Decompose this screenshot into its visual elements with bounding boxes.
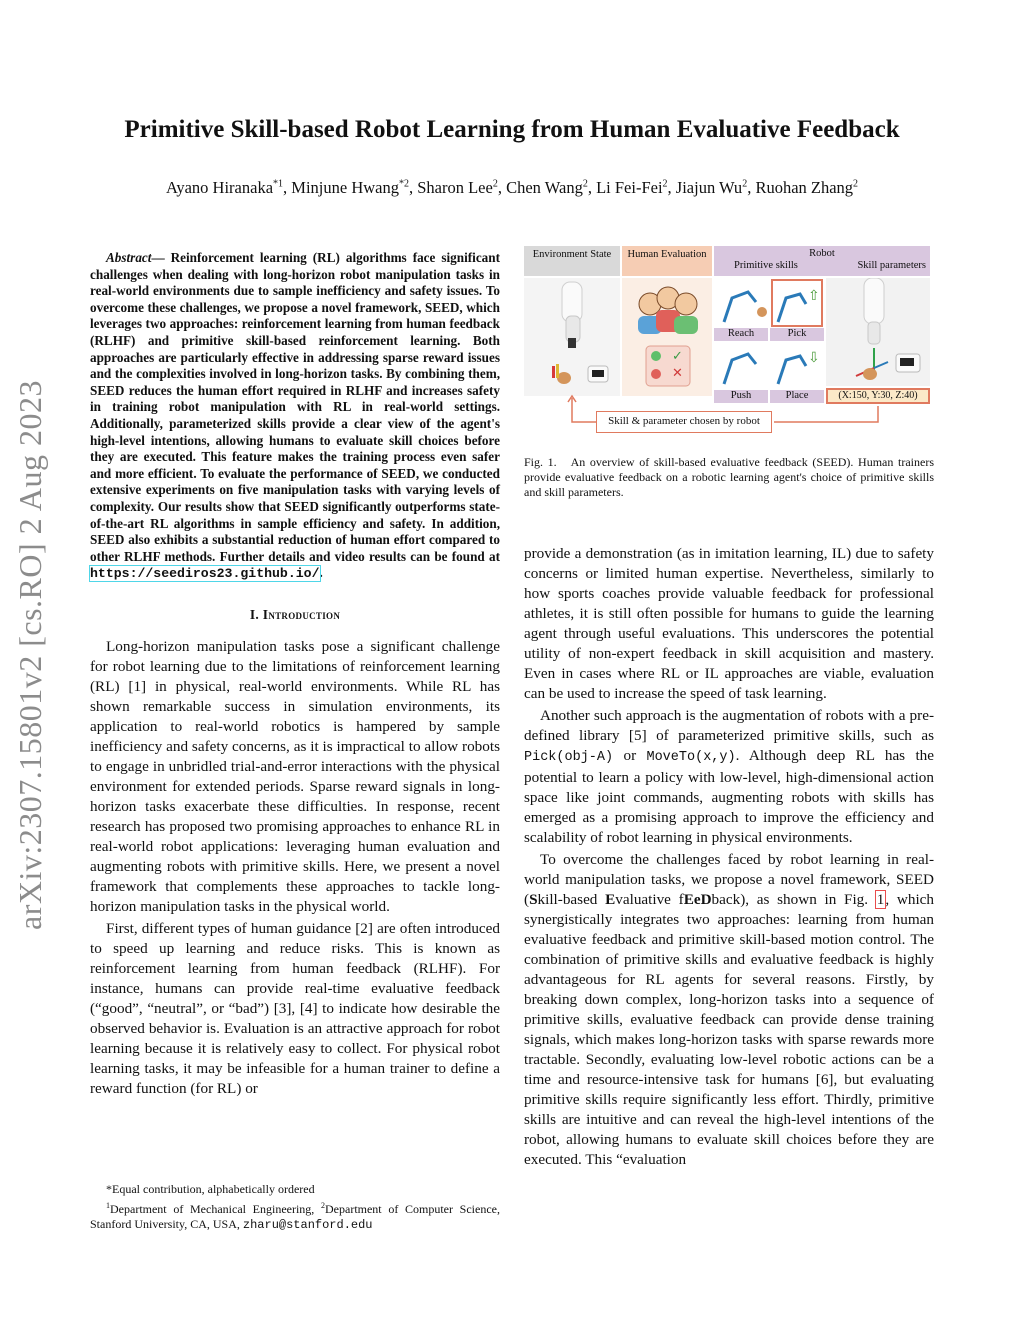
cross-icon: ✕: [672, 366, 683, 381]
abstract-label: Abstract: [106, 250, 152, 265]
robot-target-photo-icon: [826, 278, 930, 386]
fig-header-human-evaluation: Human Evaluation: [622, 246, 712, 276]
check-icon: ✓: [672, 349, 683, 364]
abstract-end: .: [319, 565, 323, 581]
acronym-letter: S: [529, 891, 538, 908]
author-name: Ruohan Zhang: [755, 178, 854, 197]
skill-chosen-box: Skill & parameter chosen by robot: [596, 411, 772, 433]
abstract-dash: —: [151, 250, 171, 265]
acronym-letter: E: [605, 891, 616, 908]
text-span: valuative f: [615, 891, 684, 908]
author-name: Chen Wang: [506, 178, 583, 197]
fig-primitive-skills-label: Primitive skills: [734, 260, 798, 271]
paper-title: Primitive Skill-based Robot Learning from Human Evaluative Feedback: [124, 116, 900, 143]
footnote-marker: 1: [106, 1200, 110, 1210]
text-span: or: [613, 747, 647, 764]
arxiv-identifier: arXiv:2307.15801v2 [cs.RO] 2 Aug 2023: [12, 379, 48, 930]
left-column: [90, 250, 500, 1101]
fig-header-robot: [714, 246, 930, 276]
fig-robot-label: Robot: [809, 248, 835, 259]
acronym-letter: Ee: [683, 891, 701, 908]
body-paragraph: [524, 850, 934, 1170]
robot-arm-photo-icon: [524, 278, 620, 396]
author-name: Ayano Hiranaka: [165, 178, 274, 197]
skill-label-place: Place: [770, 390, 824, 403]
section-title: Introduction: [262, 606, 341, 622]
author-affiliation: 2: [853, 178, 859, 190]
figure-caption: [524, 455, 934, 500]
body-paragraph: Long-horizon manipulation tasks pose a significant challenge for robot learning due to the limitations of reinforcement learning (RL) [1] in physical, real-world environments. While RL has shown remarkable success in simulation environments, its application to real-world robotics is hampered by sample inefficiency and safety concerns, as it is impractical to allow robots to engage in unbridled trial-and-error interactions with the physical environment for extended periods. Sparse reward signals in long-horizon tasks exacerbate these difficulties. In response, recent research has proposed two promising approaches to enhance RL in real-world robot applications: leveraging human evaluation and augmenting robots with primitive skills. Here, we present a novel framework that complements these approaches to tackle long-horizon manipulation tasks in the physical world.: [90, 637, 500, 915]
acronym-letter: D: [700, 891, 712, 908]
caption-label: Fig. 1.: [524, 455, 557, 469]
author-affiliation: 2: [662, 178, 668, 190]
skill-label-push: Push: [714, 390, 768, 403]
footnote-affiliations: [90, 1198, 500, 1234]
figure-reference-link[interactable]: 1: [876, 891, 885, 908]
author-list: Ayano Hiranaka$^{*1}$, Minjune Hwang$^{*2}$, Sharon Lee$^2$, Chen Wang$^2$, Li Fei-Fei$^2$, Jiajun Wu$^2$, Ruohan Zhang$^2$: [165, 178, 859, 197]
contact-email[interactable]: zharu@stanford.edu: [242, 1218, 373, 1232]
text-span: , which synergistically integrates two approaches: learning from human evaluative feedback and primitive skill-based motion control. The combination of primitive skills and evaluative feedback is highly advantageous for RL agents for several reasons. Firstly, by breaking down complex, long-horizon tasks into a sequence of primitive skills, evaluative feedback can provide dense training signals, which makes long-horizon tasks with sparse rewards more tractable. Secondly, evaluating low-level robotic actions can be a time and resource-intensive task for humans [6], but evaluating primitive skills require significantly less effort. Thirdly, primitive skills are intuitive and can reveal the high-level intentions of the robot, allowing humans to evaluate skill choices before they are executed. This “evaluation: [524, 891, 934, 1168]
skill-parameters-value: (X:150, Y:30, Z:40): [826, 388, 930, 404]
author-affiliation: *1: [273, 178, 284, 190]
fig-skill-parameters-label: Skill parameters: [857, 260, 926, 271]
author-affiliation: 2: [582, 178, 588, 190]
people-group-icon: [622, 278, 712, 396]
body-paragraph: provide a demonstration (as in imitation learning, IL) due to safety concerns or limited human expertise. Nevertheless, similarly to how sports coaches provide valuable feedback for professional athletes, it is still often possible for humans to guide the learning agent through useful evaluations. This underscores the potential utility of non-expert feedback in skill acquisition and mastery. Even in cases where RL or IL approaches are viable, evaluation can be used to increase the speed of task learning.: [524, 545, 934, 702]
abstract: [90, 250, 500, 583]
footnotes: [90, 1182, 500, 1234]
fig-environment-photo: [524, 278, 620, 396]
author-affiliation: 2: [742, 178, 748, 190]
fig-primitive-skills-grid: [714, 278, 824, 404]
skill-label-reach: Reach: [714, 328, 768, 341]
body-paragraph: First, different types of human guidance [2] are often introduced to speed up learning and reduce risks. This is known as reinforcement learning from human feedback (RLHF). For instance, humans can provide real-time evaluative feedback (“good”, “neutral”, or “bad”) [3], [4] to indicate how desirable the observed behavior is. Evaluation is an attractive approach for robot learning because it is relatively easy to collect. For physical robot learning tasks, it may be infeasible for a human trainer to define a reward function (for RL) or: [90, 919, 500, 1097]
caption-text: An overview of skill-based evaluative feedback (SEED). Human trainers provide evaluative feedback on a robotic learning agent's choice of primitive skills and skill parameters.: [524, 455, 934, 499]
code-moveto: MoveTo(x,y): [646, 750, 736, 765]
section-heading-introduction: [90, 607, 500, 623]
skill-label-pick: Pick: [770, 328, 824, 341]
section-number: I.: [249, 606, 260, 622]
author-name: Jiajun Wu: [675, 178, 743, 197]
text-span: kill-based: [537, 891, 606, 908]
affiliation-2: Department of Computer Science, Stanford University, CA, USA,: [90, 1201, 500, 1231]
text-span: back), as shown in Fig.: [711, 891, 876, 908]
text-span: . Although deep RL has the potential to learn a policy with low-level, high-dimensional action space like joint commands, augmenting robots with skills has emerged as a promising approach to improve the efficiency and scalability of robot learning in physical environments.: [524, 747, 934, 846]
footnote-equal-contribution: *Equal contribution, alphabetically ordered: [106, 1182, 315, 1196]
author-name: Minjune Hwang: [291, 178, 399, 197]
down-arrow-icon: ⇩: [808, 350, 820, 366]
affiliation-1: Department of Mechanical Engineering,: [110, 1201, 321, 1216]
figure-1: [524, 246, 930, 438]
project-url-link[interactable]: https://seediros23.github.io/: [90, 566, 320, 582]
up-arrow-icon: ⇧: [808, 288, 820, 304]
fig-header-environment-state: Environment State: [524, 246, 620, 276]
text-span: To overcome the challenges faced by robot learning in real-world manipulation tasks, we propose a novel framework, SEED (: [524, 851, 934, 908]
body-paragraph: [524, 706, 934, 848]
fig-skill-parameters-photo: [826, 278, 930, 386]
code-pick: Pick(obj-A): [524, 750, 614, 765]
right-column: [524, 544, 934, 1172]
author-affiliation: *2: [398, 178, 409, 190]
author-affiliation: 2: [492, 178, 498, 190]
text-span: Another such approach is the augmentation of robots with a pre-defined library [5] of parameterized primitive skills, such as: [524, 707, 934, 744]
author-name: Li Fei-Fei: [596, 178, 663, 197]
footnote-marker: 2: [321, 1200, 325, 1210]
author-name: Sharon Lee: [417, 178, 493, 197]
fig-human-evaluation-panel: [622, 278, 712, 396]
abstract-text: Reinforcement learning (RL) algorithms face significant challenges when dealing with long-horizon robot manipulation tasks in real-world environments due to sample inefficiency and safety issues. To overcome these challenges, we propose a novel framework, SEED, which leverages two approaches: reinforcement learning from human feedback (RLHF) and primitive skill-based reinforcement learning. Both approaches are particularly effective in addressing sparse reward issues and the complexities involved in long-horizon tasks. By combining them, SEED reduces the human effort required in RLHF and increases safety in training robot manipulation with RL in real-world settings. Additionally, parameterized skills provide a clear view of the agent's high-level intentions, allowing humans to evaluate skill choices before they are executed. This feature makes the training process even safer and more efficient. To evaluate the performance of SEED, we conducted extensive experiments on five manipulation tasks with varying levels of complexity. Our results show that SEED significantly outperforms state-of-the-art RL algorithms in sample efficiency and safety. In addition, SEED also exhibits a substantial reduction of human effort compared to other RLHF methods. Further details and video results can be found at: [90, 250, 501, 564]
